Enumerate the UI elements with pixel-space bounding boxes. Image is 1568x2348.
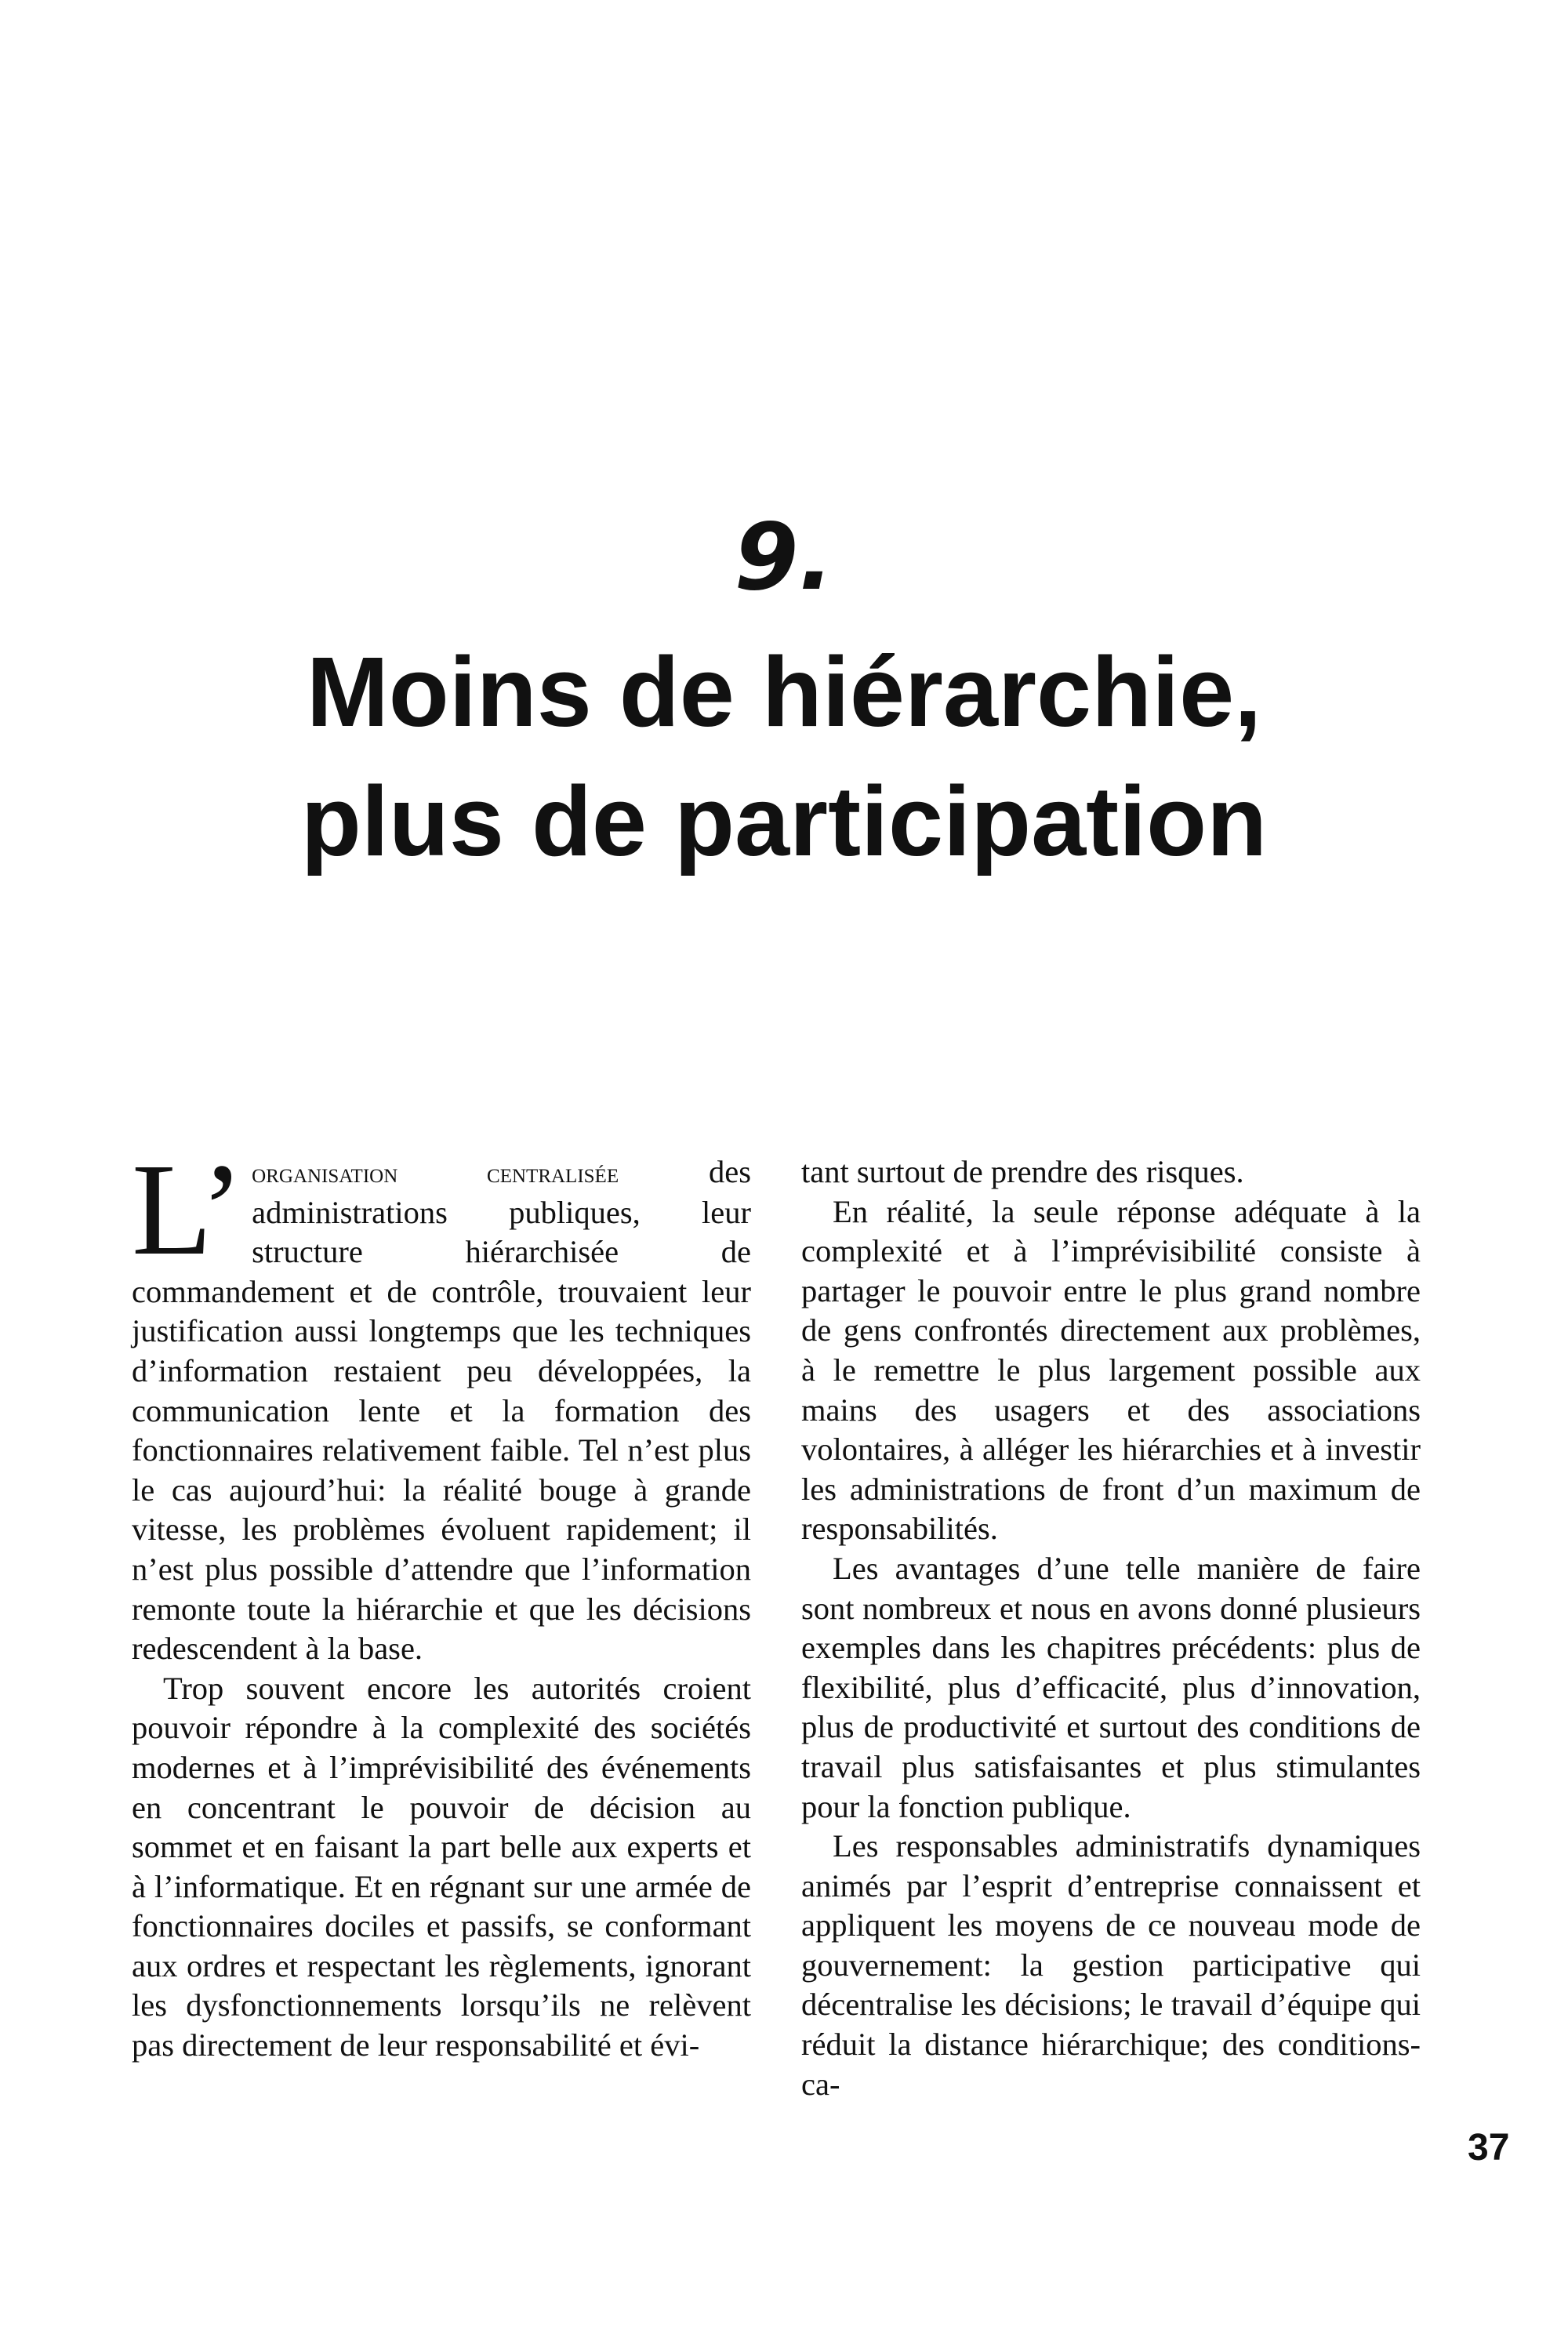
paragraph: Trop souvent encore les autorités croient pouvoir répondre à la complexité des sociétés modernes et à l’imprévisibilité des événements en concentrant le pouvoir de décision au sommet et en faisant la part belle aux experts et à l’informatique. Et en régnant sur une armée de fonctionnaires dociles et passifs, se conformant aux ordres et respectant les règlements, ignorant les dysfonctionnements lorsqu’ils ne relèvent pas directement de leur responsabilité et évi-: [132, 1670, 751, 2063]
left-text-column: [132, 1137, 751, 2066]
paragraph-text: des administrations publiques, leur structure hiérarchisée de commandement et de contrôle, trouvaient leur justification aussi longtemps que les techniques d’information restaient peu développées, la communication lente et la formation des fonctionnaires relativement faible. Tel n’est plus le cas aujourd’hui: la réalité bouge à grande vitesse, les problèmes évoluent rapidement; il n’est plus possible d’attendre que l’information remonte toute la hiérarchie et que les décisions redescendent à la base.: [132, 1154, 751, 1667]
page-number: 37: [1468, 2127, 1510, 2168]
chapter-title: [0, 627, 1568, 886]
right-text-column: [801, 1152, 1421, 2104]
drop-cap: L’: [132, 1137, 245, 1283]
paragraph: Les responsables administratifs dynamiques animés par l’esprit d’entreprise connaissent et appliquent les moyens de ce nouveau mode de gouvernement: la gestion participative qui décentralise les décisions; le travail d’équipe qui réduit la distance hiérarchique; des conditions-ca-: [801, 1828, 1421, 2102]
chapter-title-line-2: plus de participation: [300, 766, 1268, 876]
paragraph: En réalité, la seule réponse adéquate à la complexité et à l’imprévisibilité consiste à partager le pouvoir entre le plus grand nombre de gens confrontés directement aux problèmes, à le remettre le plus largement possible aux mains des usagers et des associations volontaires, à alléger les hiérarchies et à investir les administrations de front d’un maximum de responsabilités.: [801, 1193, 1421, 1547]
paragraph: Les avantages d’une telle manière de faire sont nombreux et nous en avons donné plusieurs exemples dans les chapitres précédents: plus de flexibilité, plus d’efficacité, plus d’innovation, plus de productivité et surtout des conditions de travail plus satisfaisantes et plus stimulantes pour la fonction publique.: [801, 1550, 1421, 1824]
chapter-number: 9.: [734, 503, 834, 611]
paragraph-continued: tant surtout de prendre des risques.: [801, 1154, 1244, 1189]
paragraph: [132, 1137, 751, 1669]
chapter-title-line-1: Moins de hiérarchie,: [306, 637, 1262, 747]
smallcaps-lead: organisation centralisée: [252, 1157, 619, 1189]
